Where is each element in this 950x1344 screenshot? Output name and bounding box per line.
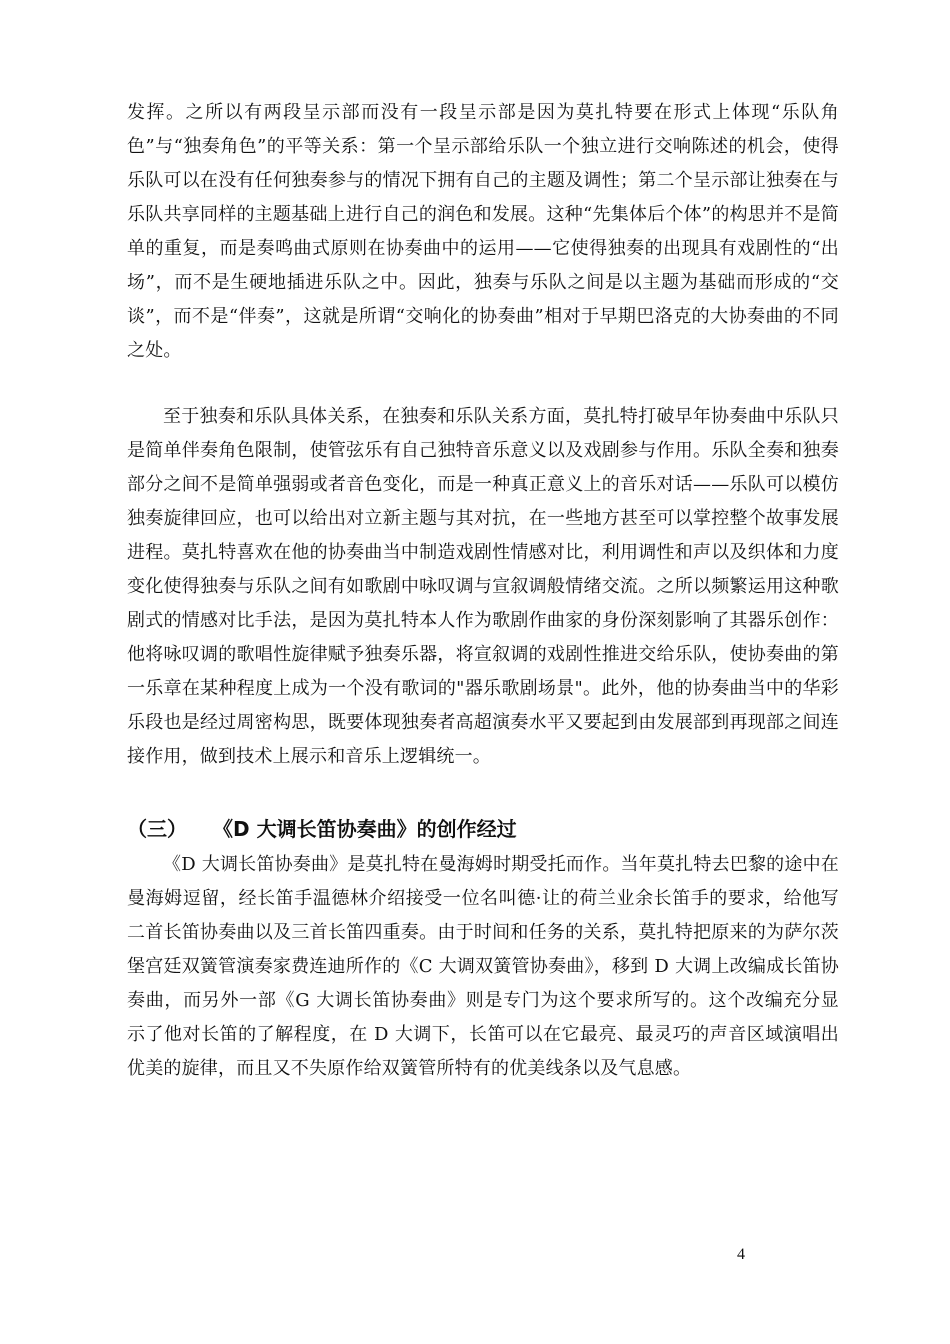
section-heading (127, 812, 839, 846)
page-number: 4 (737, 1246, 745, 1263)
body-paragraph-1: 发挥。之所以有两段呈示部而没有一段呈示部是因为莫扎特要在形式上体现“乐队角色”与“独奏角色”的平等关系：第一个呈示部给乐队一个独立进行交响陈述的机会，使得乐队可以在没有任何独奏参与的情况下拥有自己的主题及调性；第二个呈示部让独奏在与乐队共享同样的主题基础上进行自己的润色和发展。这种“先集体后个体”的构思并不是简单的重复，而是奏鸣曲式原则在协奏曲中的运用——它使得独奏的出现具有戏剧性的“出场”，而不是生硬地插进乐队之中。因此，独奏与乐队之间是以主题为基础而形成的“交谈”，而不是“伴奏”，这就是所谓“交响化的协奏曲”相对于早期巴洛克的大协奏曲的不同之处。 (127, 102, 839, 361)
section-number: （三） (127, 817, 187, 841)
body-paragraph-3: 《D 大调长笛协奏曲》是莫扎特在曼海姆时期受托而作。当年莫扎特去巴黎的途中在曼海姆逗留，经长笛手温德林介绍接受一位名叫德·让的荷兰业余长笛手的要求，给他写二首长笛协奏曲以及三首长笛四重奏。由于时间和任务的关系，莫扎特把原来的为萨尔茨堡宫廷双簧管演奏家费连迪所作的《C 大调双簧管协奏曲》，移到 D 大调上改编成长笛协奏曲，而另外一部《G 大调长笛协奏曲》则是专门为这个要求所写的。这个改编充分显示了他对长笛的了解程度，在 D 大调下，长笛可以在它最亮、最灵巧的声音区域演唱出优美的旋律，而且又不失原作给双簧管所特有的优美线条以及气息感。 (127, 854, 839, 1079)
body-paragraph-2: 至于独奏和乐队具体关系，在独奏和乐队关系方面，莫扎特打破早年协奏曲中乐队只是简单伴奏角色限制，使管弦乐有自己独特音乐意义以及戏剧参与作用。乐队全奏和独奏部分之间不是简单强弱或者音色变化，而是一种真正意义上的音乐对话——乐队可以模仿独奏旋律回应，也可以给出对立新主题与其对抗，在一些地方甚至可以掌控整个故事发展进程。莫扎特喜欢在他的协奏曲当中制造戏剧性情感对比，利用调性和声以及织体和力度变化使得独奏与乐队之间有如歌剧中咏叹调与宣叙调般情绪交流。之所以频繁运用这种歌剧式的情感对比手法，是因为莫扎特本人作为歌剧作曲家的身份深刻影响了其器乐创作：他将咏叹调的歌唱性旋律赋予独奏乐器，将宣叙调的戏剧性推进交给乐队，使协奏曲的第一乐章在某种程度上成为一个没有歌词的"器乐歌剧场景"。此外，他的协奏曲当中的华彩乐段也是经过周密构思，既要体现独奏者高超演奏水平又要起到由发展部到再现部之间连接作用，做到技术上展示和音乐上逻辑统一。 (127, 406, 839, 767)
section-title: 《D 大调长笛协奏曲》的创作经过 (213, 817, 517, 841)
